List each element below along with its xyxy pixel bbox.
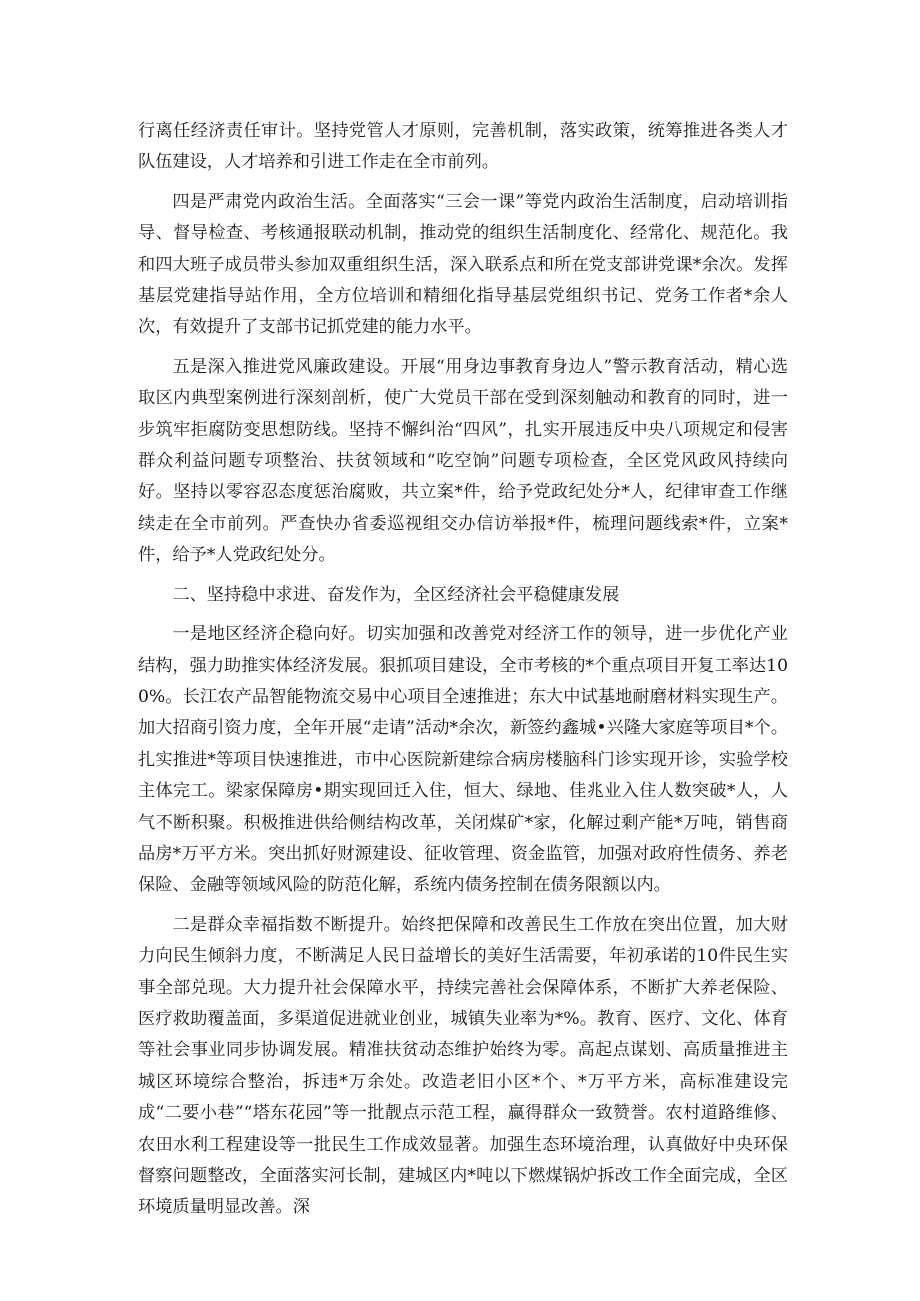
- paragraph-regional-economy: 一是地区经济企稳向好。切实加强和改善党对经济工作的领导，进一步优化产业结构，强力助推实体经济发展。狠抓项目建设，全市考核的*个重点项目开复工率达100%。长江农产品智能物流交易中心项目全速推进；东大中试基地耐磨材料实现生产。加大招商引资力度，全年开展“走请”活动*余次，新签约鑫城•兴隆大家庭等项目*个。扎实推进*等项目快速推进，市中心医院新建综合病房楼脑科门诊实现开诊，实验学校主体完工。梁家保障房•期实现回迁入住，恒大、绿地、佳兆业入住人数突破*人，人气不断积聚。积极推进供给侧结构改革，关闭煤矿*家，化解过剩产能*万吨，销售商品房*万平方米。突出抓好财源建设、征收管理、资金监管，加强对政府性债务、养老保险、金融等领域风险的防范化解，系统内债务控制在债务限额以内。: [138, 624, 788, 896]
- section-heading-economy: 二、坚持稳中求进、奋发作为，全区经济社会平稳健康发展: [172, 584, 620, 605]
- paragraph-clean-governance: 五是深入推进党风廉政建设。开展“用身边事教育身边人”警示教育活动，精心选取区内典型案例进行深刻剖析，使广大党员干部在受到深刻触动和教育的同时，进一步筑牢拒腐防变思想防线。坚持不懈纠治“四风”，扎实开展违反中央八项规定和侵害群众利益问题专项整治、扶贫领域和“吃空饷”问题专项检查，全区党风政风持续向好。坚持以零容忍态度惩治腐败，共立案*件，给予党政纪处分*人，纪律审查工作继续走在全市前列。严查快办省委巡视组交办信访举报*件，梳理问题线索*件，立案*件，给予*人党政纪处分。: [138, 356, 788, 566]
- paragraph-public-wellbeing: 二是群众幸福指数不断提升。始终把保障和改善民生工作放在突出位置，加大财力向民生倾斜力度，不断满足人民日益增长的美好生活需要，年初承诺的10件民生实事全部兑现。大力提升社会保障水平，持续完善社会保障体系，不断扩大养老保险、医疗救助覆盖面，多渠道促进就业创业，城镇失业率为*%。教育、医疗、文化、体育等社会事业同步协调发展。精准扶贫动态维护始终为零。高起点谋划、高质量推进主城区环境综合整治，拆违*万余处。改造老旧小区*个、*万平方米，高标准建设完成“二要小巷”“塔东花园”等一批靓点示范工程，赢得群众一致赞誉。农村道路维修、农田水利工程建设等一批民生工作成效显著。加强生态环境治理，认真做好中央环保督察问题整改，全面落实河长制，建城区内*吨以下燃煤锅炉拆改工作全面完成，全区环境质量明显改善。深: [138, 914, 788, 1218]
- document-body: [138, 116, 788, 1232]
- paragraph-political-life: 四是严肃党内政治生活。全面落实“三会一课”等党内政治生活制度，启动培训指导、督导检查、考核通报联动机制，推动党的组织生活制度化、经常化、规范化。我和四大班子成员带头参加双重组织生活，深入联系点和所在党支部讲党课*余次。发挥基层党建指导站作用，全方位培训和精细化指导基层党组织书记、党务工作者*余人次，有效提升了支部书记抓党建的能力水平。: [138, 191, 788, 338]
- paragraph-cadre-audit: 行离任经济责任审计。坚持党管人才原则，完善机制，落实政策，统筹推进各类人才队伍建设，人才培养和引进工作走在全市前列。: [138, 121, 788, 173]
